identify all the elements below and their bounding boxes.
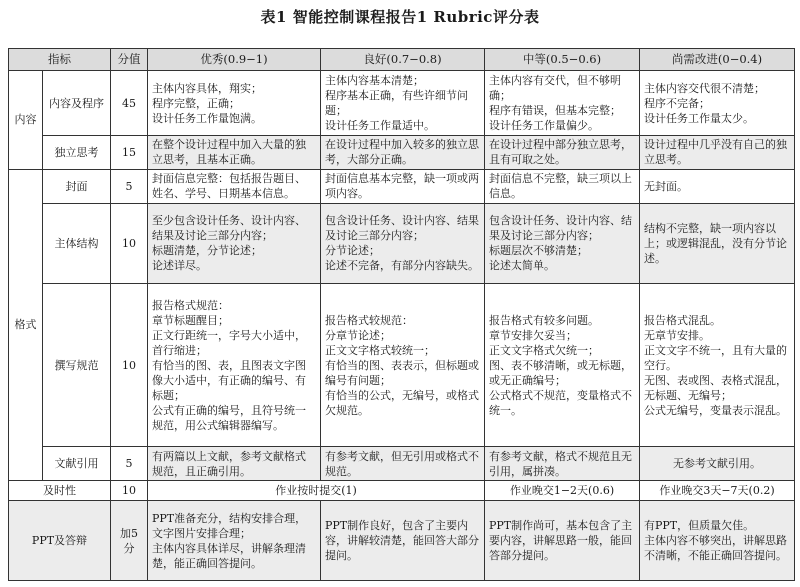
cell-writing-standard-excellent: 报告格式规范： 章节标题醒目； 正文行距统一，字号大小适中，首行缩进； 有恰当的图、表，且图表文字图像大小适中，有正确的编号、有标题； 公式有正确的编号，且符号统一规范，用公式编辑器编写。	[148, 284, 321, 447]
header-excellent: 优秀(0.9−1)	[148, 49, 321, 71]
category-format: 格式	[9, 169, 43, 481]
cell-ppt-good: PPT制作良好，包含了主要内容，讲解较清楚，能回答大部分提问。	[321, 501, 485, 581]
row-content-program	[9, 71, 795, 136]
row-timeliness	[9, 481, 795, 501]
cell-references-medium: 有参考文献，格式不规范且无引用，属拼凑。	[485, 447, 640, 481]
cell-independent-thinking-good: 在设计过程中加入较多的独立思考，大部分正确。	[321, 136, 485, 169]
sub-content-program: 内容及程序	[43, 71, 111, 136]
header-indicator: 指标	[9, 49, 111, 71]
cell-independent-thinking-poor: 设计过程中几乎没有自己的独立思考。	[640, 136, 795, 169]
cell-references-excellent: 有两篇以上文献，参考文献格式规范，且正确引用。	[148, 447, 321, 481]
cell-ppt-excellent: PPT准备充分，结构安排合理，文字图片安排合理； 主体内容具体详尽，讲解条理清楚，能正确回答提问。	[148, 501, 321, 581]
score-independent-thinking: 15	[111, 136, 148, 169]
cell-ppt-medium: PPT制作尚可，基本包含了主要内容，讲解思路一般，能回答部分提问。	[485, 501, 640, 581]
cell-content-program-medium: 主体内容有交代，但不够明确； 程序有错误，但基本完整； 设计任务工作量偏少。	[485, 71, 640, 136]
category-content: 内容	[9, 71, 43, 170]
label-ppt: PPT及答辩	[9, 501, 111, 581]
sub-references: 文献引用	[43, 447, 111, 481]
cell-timeliness-on-time: 作业按时提交(1)	[148, 481, 485, 501]
cell-references-good: 有参考文献，但无引用或格式不规范。	[321, 447, 485, 481]
rubric-table	[8, 48, 795, 581]
sub-writing-standard: 撰写规范	[43, 284, 111, 447]
cell-timeliness-late-1-2: 作业晚交1−2天(0.6)	[485, 481, 640, 501]
cell-main-structure-medium: 包含设计任务、设计内容、结果及讨论三部分内容； 标题层次不够清楚； 论述太简单。	[485, 203, 640, 283]
cell-cover-good: 封面信息基本完整，缺一项或两项内容。	[321, 169, 485, 203]
score-main-structure: 10	[111, 203, 148, 283]
cell-ppt-poor: 有PPT，但质量欠佳。 主体内容不够突出，讲解思路不清晰，不能正确回答提问。	[640, 501, 795, 581]
score-cover: 5	[111, 169, 148, 203]
score-timeliness: 10	[111, 481, 148, 501]
cell-independent-thinking-medium: 在设计过程中部分独立思考，且有可取之处。	[485, 136, 640, 169]
score-writing-standard: 10	[111, 284, 148, 447]
cell-writing-standard-good: 报告格式较规范： 分章节论述； 正文文字格式较统一； 有恰当的图、表表示，但标题或编号有问题； 有恰当的公式，无编号，或格式欠规范。	[321, 284, 485, 447]
row-cover	[9, 169, 795, 203]
cell-cover-poor: 无封面。	[640, 169, 795, 203]
cell-writing-standard-poor: 报告格式混乱。 无章节安排。 正文文字不统一，且有大量的空行。 无图、表或图、表格式混乱，无标题、无编号； 公式无编号，变量表示混乱。	[640, 284, 795, 447]
label-timeliness: 及时性	[9, 481, 111, 501]
row-references	[9, 447, 795, 481]
sub-independent-thinking: 独立思考	[43, 136, 111, 169]
cell-independent-thinking-excellent: 在整个设计过程中加入大量的独立思考，且基本正确。	[148, 136, 321, 169]
header-score: 分值	[111, 49, 148, 71]
table-caption: 表1 智能控制课程报告1 Rubric评分表	[260, 8, 540, 26]
header-good: 良好(0.7−0.8)	[321, 49, 485, 71]
score-content-program: 45	[111, 71, 148, 136]
sub-main-structure: 主体结构	[43, 203, 111, 283]
cell-main-structure-excellent: 至少包含设计任务、设计内容、结果及讨论三部分内容； 标题清楚，分节论述； 论述详尽。	[148, 203, 321, 283]
cell-references-poor: 无参考文献引用。	[640, 447, 795, 481]
cell-main-structure-poor: 结构不完整，缺一项内容以上；或逻辑混乱，没有分节论述。	[640, 203, 795, 283]
cell-main-structure-good: 包含设计任务、设计内容、结果及讨论三部分内容； 分节论述； 论述不完备，有部分内容缺失。	[321, 203, 485, 283]
cell-cover-excellent: 封面信息完整：包括报告题目、姓名、学号、日期基本信息。	[148, 169, 321, 203]
sub-cover: 封面	[43, 169, 111, 203]
header-needs-improvement: 尚需改进(0−0.4)	[640, 49, 795, 71]
header-medium: 中等(0.5−0.6)	[485, 49, 640, 71]
header-row	[9, 49, 795, 71]
cell-writing-standard-medium: 报告格式有较多问题。 章节安排欠妥当； 正文文字格式欠统一； 图、表不够清晰，或无标题，或无正确编号； 公式格式不规范，变量格式不统一。	[485, 284, 640, 447]
row-main-structure	[9, 203, 795, 283]
score-ppt: 加5分	[111, 501, 148, 581]
cell-content-program-good: 主体内容基本清楚； 程序基本正确，有些许细节问题； 设计任务工作量适中。	[321, 71, 485, 136]
row-independent-thinking	[9, 136, 795, 169]
cell-timeliness-late-3-7: 作业晚交3天−7天(0.2)	[640, 481, 795, 501]
cell-content-program-excellent: 主体内容具体，翔实； 程序完整，正确； 设计任务工作量饱满。	[148, 71, 321, 136]
row-writing-standard	[9, 284, 795, 447]
cell-content-program-poor: 主体内容交代很不清楚； 程序不完备； 设计任务工作量太少。	[640, 71, 795, 136]
row-ppt	[9, 501, 795, 581]
score-references: 5	[111, 447, 148, 481]
cell-cover-medium: 封面信息不完整，缺三项以上信息。	[485, 169, 640, 203]
